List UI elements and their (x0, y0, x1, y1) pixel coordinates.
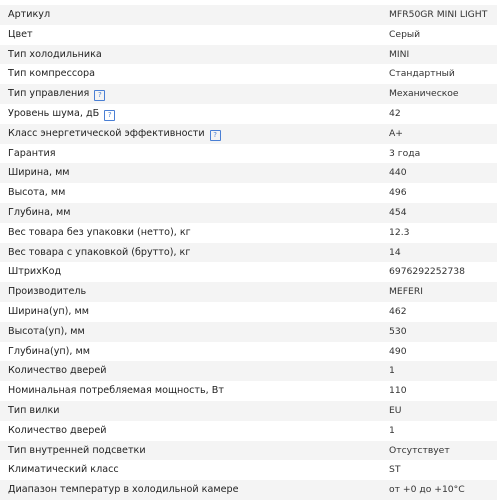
spec-label-text: Уровень шума, дБ (8, 107, 100, 119)
spec-value: ST (389, 464, 401, 476)
help-icon[interactable]: ? (210, 130, 221, 141)
spec-label-text: Тип холодильника (8, 48, 102, 60)
spec-value: 42 (389, 107, 401, 119)
spec-row (0, 441, 497, 461)
spec-row (0, 381, 497, 401)
spec-label (8, 480, 238, 500)
spec-label (8, 124, 221, 144)
spec-label-text: Глубина(уп), мм (8, 345, 90, 357)
spec-value: от +0 до +10°C (389, 484, 465, 496)
spec-label (8, 183, 65, 203)
spec-label (8, 401, 59, 421)
spec-label (8, 342, 90, 362)
spec-row (0, 361, 497, 381)
help-icon[interactable]: ? (104, 110, 115, 121)
spec-label-text: Ширина(уп), мм (8, 305, 89, 317)
spec-row (0, 203, 497, 223)
spec-row (0, 243, 497, 263)
spec-label (8, 302, 89, 322)
spec-row (0, 262, 497, 282)
spec-label-text: Диапазон температур в холодильной камере (8, 484, 239, 496)
spec-row (0, 183, 497, 203)
spec-value: EU (389, 404, 402, 416)
spec-label (8, 381, 224, 401)
spec-label (8, 262, 61, 282)
spec-label-text: Класс энергетической эффективности (8, 127, 205, 139)
spec-label (8, 5, 50, 25)
spec-value: 496 (389, 187, 407, 199)
spec-row (0, 144, 497, 164)
spec-value: A+ (389, 127, 403, 139)
spec-label-text: ШтрихКод (8, 266, 62, 278)
spec-label-text: Номинальная потребляемая мощность, Вт (8, 385, 224, 397)
spec-label-text: Тип внутренней подсветки (8, 444, 146, 456)
help-icon[interactable]: ? (94, 90, 105, 101)
spec-label-text: Вес товара с упаковкой (брутто), кг (8, 246, 191, 258)
spec-label-text: Тип управления (8, 88, 90, 100)
spec-value: MFR50GR MINI LIGHT (389, 9, 488, 20)
spec-value: 1 (389, 365, 395, 377)
spec-value: 1 (389, 424, 395, 436)
spec-label (8, 322, 85, 342)
spec-label (8, 243, 190, 263)
spec-value: 490 (389, 345, 407, 357)
spec-row (0, 460, 497, 480)
spec-value: 14 (389, 246, 401, 258)
spec-value: 110 (389, 385, 407, 397)
spec-label-text: Производитель (8, 286, 87, 298)
spec-label (8, 203, 71, 223)
spec-value: MINI (389, 48, 410, 60)
spec-label-text: Высота(уп), мм (8, 325, 85, 337)
spec-value: 3 года (389, 147, 421, 159)
spec-value: Серый (389, 28, 421, 40)
spec-label-text: Ширина, мм (8, 167, 70, 179)
spec-value: 440 (389, 167, 407, 179)
spec-label (8, 84, 105, 104)
spec-row (0, 401, 497, 421)
spec-label-text: Цвет (8, 28, 33, 40)
spec-value: Механическое (389, 88, 459, 100)
spec-label-text: Тип вилки (8, 404, 60, 416)
spec-label (8, 45, 102, 65)
spec-label (8, 361, 106, 381)
spec-label (8, 421, 106, 441)
spec-label-text: Высота, мм (8, 187, 66, 199)
spec-value: MEFERI (389, 286, 423, 298)
spec-row (0, 282, 497, 302)
spec-label (8, 64, 95, 84)
spec-row (0, 64, 497, 84)
spec-label (8, 25, 33, 45)
spec-label (8, 460, 119, 480)
spec-row (0, 421, 497, 441)
spec-label-text: Гарантия (8, 147, 56, 159)
spec-label-text: Климатический класс (8, 464, 119, 476)
spec-value: 6976292252738 (389, 266, 465, 278)
spec-label-text: Тип компрессора (8, 68, 95, 80)
spec-row (0, 302, 497, 322)
spec-row (0, 342, 497, 362)
spec-row (0, 104, 497, 124)
spec-value: 462 (389, 305, 407, 317)
spec-row (0, 45, 497, 65)
spec-label-text: Глубина, мм (8, 206, 71, 218)
spec-row (0, 223, 497, 243)
spec-value: 12.3 (389, 226, 410, 238)
spec-value: Стандартный (389, 68, 455, 80)
spec-row (0, 163, 497, 183)
spec-label (8, 104, 115, 124)
spec-label (8, 144, 56, 164)
spec-row (0, 124, 497, 144)
spec-label-text: Вес товара без упаковки (нетто), кг (8, 226, 191, 238)
spec-label (8, 223, 191, 243)
spec-label (8, 441, 146, 461)
spec-row (0, 480, 497, 500)
spec-row (0, 5, 497, 25)
spec-label-text: Артикул (8, 9, 51, 20)
spec-label-text: Количество дверей (8, 365, 107, 377)
spec-row (0, 84, 497, 104)
spec-label (8, 282, 86, 302)
spec-row (0, 25, 497, 45)
spec-label (8, 163, 70, 183)
spec-table (0, 5, 497, 500)
spec-row (0, 322, 497, 342)
spec-value: 454 (389, 206, 407, 218)
spec-value: Отсутствует (389, 444, 450, 456)
spec-label-text: Количество дверей (8, 424, 107, 436)
spec-value: 530 (389, 325, 407, 337)
